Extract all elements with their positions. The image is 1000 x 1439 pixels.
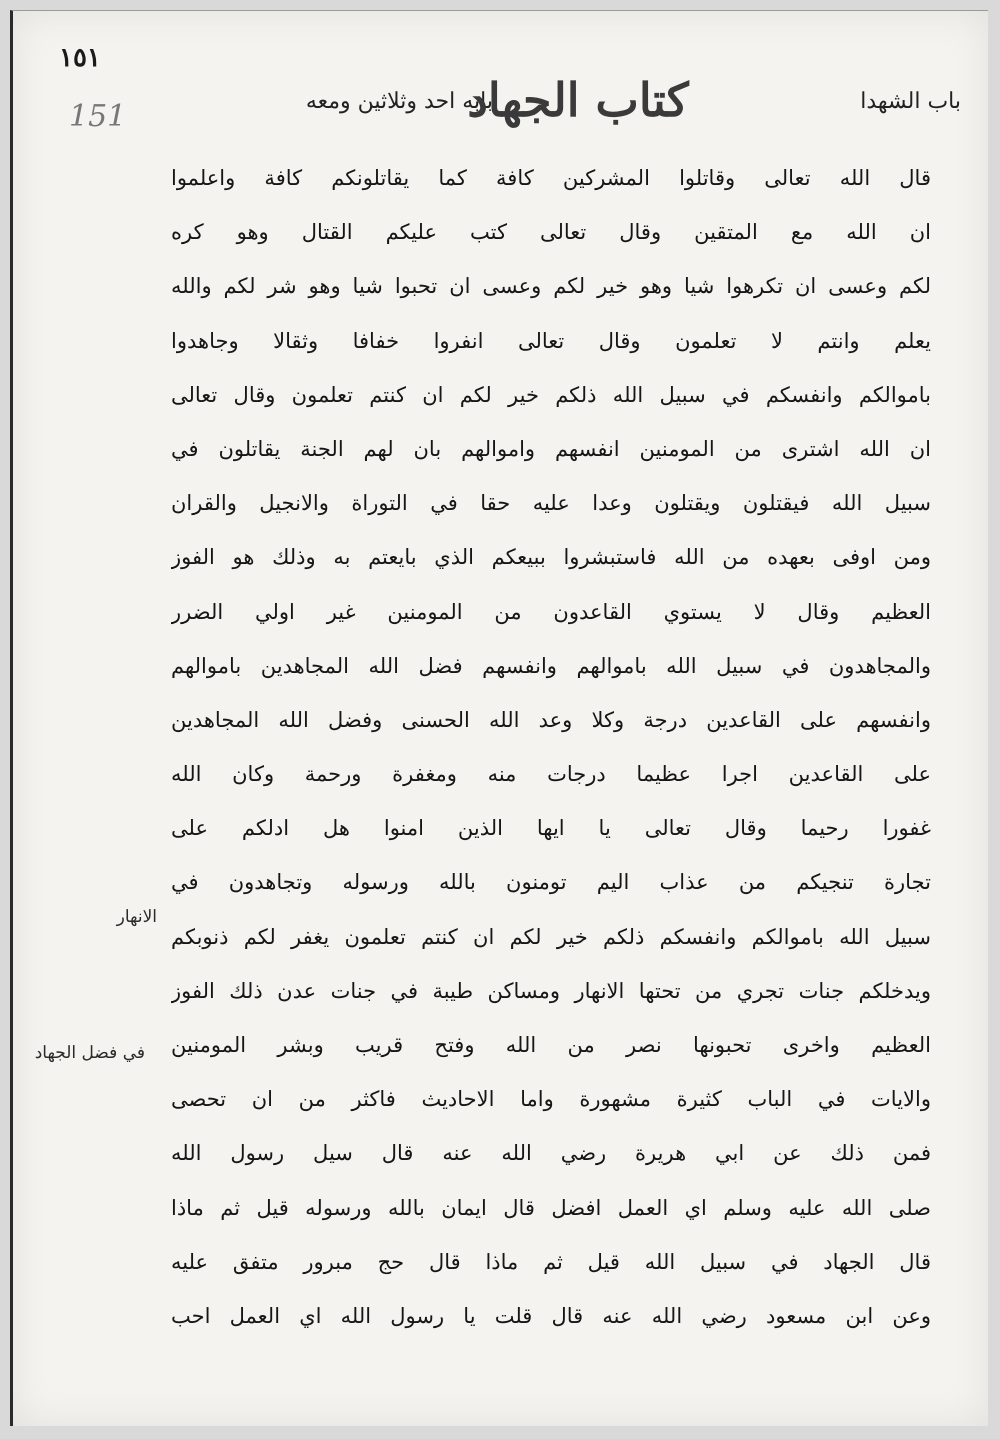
text-line: وانفسهم على القاعدين درجة وكلا وعد الله الحسنى وفضل الله المجاهدين (171, 707, 931, 732)
header-note: بابه احد وثلاثين ومعه (305, 89, 493, 114)
book-title: كتاب الجهاد (467, 73, 689, 127)
text-line: والمجاهدون في سبيل الله باموالهم وانفسهم فضل الله المجاهدين باموالهم (171, 653, 931, 678)
text-line: سبيل الله باموالكم وانفسكم ذلكم خير لكم ان كنتم تعلمون يغفر لكم ذنوبكم (171, 924, 931, 949)
text-line: ويدخلكم جنات تجري من تحتها الانهار ومساكن طيبة في جنات عدن ذلك الفوز (171, 978, 931, 1003)
text-line: وعن ابن مسعود رضي الله عنه قال قلت يا رسول الله اي العمل احب (171, 1303, 931, 1328)
text-line: العظيم واخرى تحبونها نصر من الله وفتح قريب وبشر المومنين (171, 1033, 931, 1057)
main-text-block (171, 151, 931, 1343)
text-line: ومن اوفى بعهده من الله فاستبشروا ببيعكم الذي بايعتم به وذلك هو الفوز (171, 545, 931, 570)
text-line: العظيم وقال لا يستوي القاعدون من المومنين غير اولي الضرر (171, 599, 931, 624)
folio-number-ink: ١٥١ (59, 43, 101, 73)
text-line: على القاعدين اجرا عظيما درجات منه ومغفرة ورحمة وكان الله (171, 762, 931, 787)
margin-note: في فضل الجهاد (34, 1043, 145, 1063)
text-line: فمن ذلك عن ابي هريرة رضي الله عنه قال سيل رسول الله (171, 1141, 931, 1166)
text-line: ان الله اشترى من المومنين انفسهم واموالهم بان لهم الجنة يقاتلون في (171, 436, 931, 461)
folio-number-pencil: 151 (69, 99, 127, 134)
text-line: باموالكم وانفسكم في سبيل الله ذلكم خير لكم ان كنتم تعلمون وقال تعالى (171, 382, 931, 407)
text-line: تجارة تنجيكم من عذاب اليم تومنون بالله ورسوله وتجاهدون في (171, 870, 931, 895)
text-line: لكم وعسى ان تكرهوا شيا وهو خير لكم وعسى ان تحبوا شيا وهو شر لكم والله (171, 274, 931, 299)
margin-note: الانهار (116, 907, 157, 927)
manuscript-page (10, 10, 988, 1426)
text-line: صلى الله عليه وسلم اي العمل افضل قال ايمان بالله ورسوله قيل ثم ماذا (171, 1195, 931, 1220)
text-line: قال الجهاد في سبيل الله قيل ثم ماذا قال حج مبرور متفق عليه (171, 1249, 931, 1274)
text-line: والايات في الباب كثيرة مشهورة واما الاحاديث فاكثر من ان تحصى (171, 1087, 931, 1112)
text-line: ان الله مع المتقين وقال تعالى كتب عليكم القتال وهو كره (171, 220, 931, 245)
text-line: قال الله تعالى وقاتلوا المشركين كافة كما يقاتلونكم كافة واعلموا (171, 166, 931, 190)
chapter-heading: باب الشهدا (860, 89, 961, 114)
text-line: غفورا رحيما وقال تعالى يا ايها الذين امنوا هل ادلكم على (171, 816, 931, 841)
text-line: يعلم وانتم لا تعلمون وقال تعالى انفروا خفافا وثقالا وجاهدوا (171, 328, 931, 353)
text-line: سبيل الله فيقتلون ويقتلون وعدا عليه حقا في التوراة والانجيل والقران (171, 491, 931, 516)
